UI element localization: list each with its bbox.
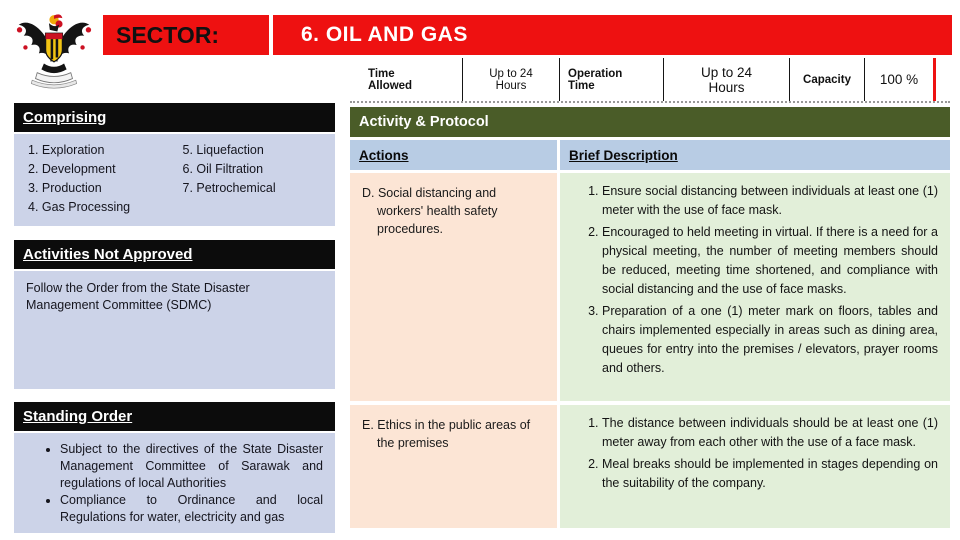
comprising-panel bbox=[14, 134, 335, 226]
action-cell-d bbox=[350, 173, 557, 401]
comprising-list bbox=[28, 141, 329, 217]
action-text-e: E. Ethics in the public areas of the premises bbox=[362, 418, 531, 451]
operation-time-label: Operation Time bbox=[560, 58, 664, 101]
header-bar bbox=[103, 15, 952, 55]
comprising-item: 4. Gas Processing bbox=[28, 198, 175, 217]
comprising-item: 3. Production bbox=[28, 179, 175, 198]
comprising-item: 1. Exploration bbox=[28, 141, 175, 160]
comprising-item: 5. Liquefaction bbox=[183, 141, 330, 160]
description-item: 2. Encouraged to held meeting in virtual. If there is a need for a physical meeting, the number of meeting members should be reduced, meeting time shortened, and compliance with social distancing and the use of face masks. bbox=[602, 223, 940, 299]
activities-not-approved-text: Follow the Order from the State Disaster Management Committee (SDMC) bbox=[26, 281, 250, 312]
sector-value: 6. OIL AND GAS bbox=[273, 15, 952, 55]
standing-order-list bbox=[14, 441, 325, 526]
description-cell-d bbox=[560, 173, 950, 401]
description-item: 1. The distance between individuals should be at least one (1) meter away from each other with the use of a face mask. bbox=[602, 414, 940, 452]
comprising-item: 6. Oil Filtration bbox=[183, 160, 330, 179]
operation-time-value: Up to 24 Hours bbox=[664, 58, 790, 101]
description-item: 1. Ensure social distancing between individuals at least one (1) meter with the use of face mask. bbox=[602, 182, 940, 220]
action-text-d: D. Social distancing and workers' health safety procedures. bbox=[362, 186, 498, 237]
protocol-row-e bbox=[350, 405, 950, 528]
standing-order-item: • Compliance to Ordinance and local Regulations for water, electricity and gas bbox=[60, 492, 325, 526]
protocol-column-headers bbox=[350, 140, 950, 170]
time-allowed-label: Time Allowed bbox=[360, 58, 463, 101]
standing-order-item: • Subject to the directives of the State Disaster Management Committee of Sarawak and regulations of local Authorities bbox=[60, 441, 325, 492]
activity-protocol-header bbox=[350, 107, 950, 137]
activities-not-approved-panel bbox=[14, 271, 335, 389]
sector-label: SECTOR: bbox=[103, 15, 269, 55]
comprising-title: Comprising bbox=[23, 109, 107, 126]
info-table-divider bbox=[350, 101, 950, 103]
description-list-e bbox=[568, 414, 940, 493]
comprising-item: 2. Development bbox=[28, 160, 175, 179]
protocol-row-d bbox=[350, 173, 950, 401]
description-list-d bbox=[568, 182, 940, 378]
standing-order-title: Standing Order bbox=[23, 408, 133, 425]
description-cell-e bbox=[560, 405, 950, 528]
brief-description-column-header: Brief Description bbox=[560, 140, 950, 170]
description-item: 3. Preparation of a one (1) meter mark on floors, tables and chairs implemented especially in areas such as dining area, queues for entry into the premises / elevators, prayer rooms and others. bbox=[602, 302, 940, 378]
activity-protocol-title: Activity & Protocol bbox=[359, 114, 489, 130]
activities-not-approved-header bbox=[14, 240, 335, 269]
info-table bbox=[360, 58, 936, 101]
activities-not-approved-title: Activities Not Approved bbox=[23, 246, 193, 263]
standing-order-header bbox=[14, 402, 335, 431]
comprising-item: 7. Petrochemical bbox=[183, 179, 330, 198]
sarawak-coat-of-arms-logo bbox=[12, 4, 96, 96]
capacity-label: Capacity bbox=[790, 58, 865, 101]
description-item: 2. Meal breaks should be implemented in stages depending on the suitability of the company. bbox=[602, 455, 940, 493]
capacity-value: 100 % bbox=[865, 58, 936, 101]
action-cell-e bbox=[350, 405, 557, 528]
comprising-header bbox=[14, 103, 335, 132]
time-allowed-value: Up to 24 Hours bbox=[463, 58, 560, 101]
standing-order-panel bbox=[14, 433, 335, 533]
actions-column-header: Actions bbox=[350, 140, 557, 170]
